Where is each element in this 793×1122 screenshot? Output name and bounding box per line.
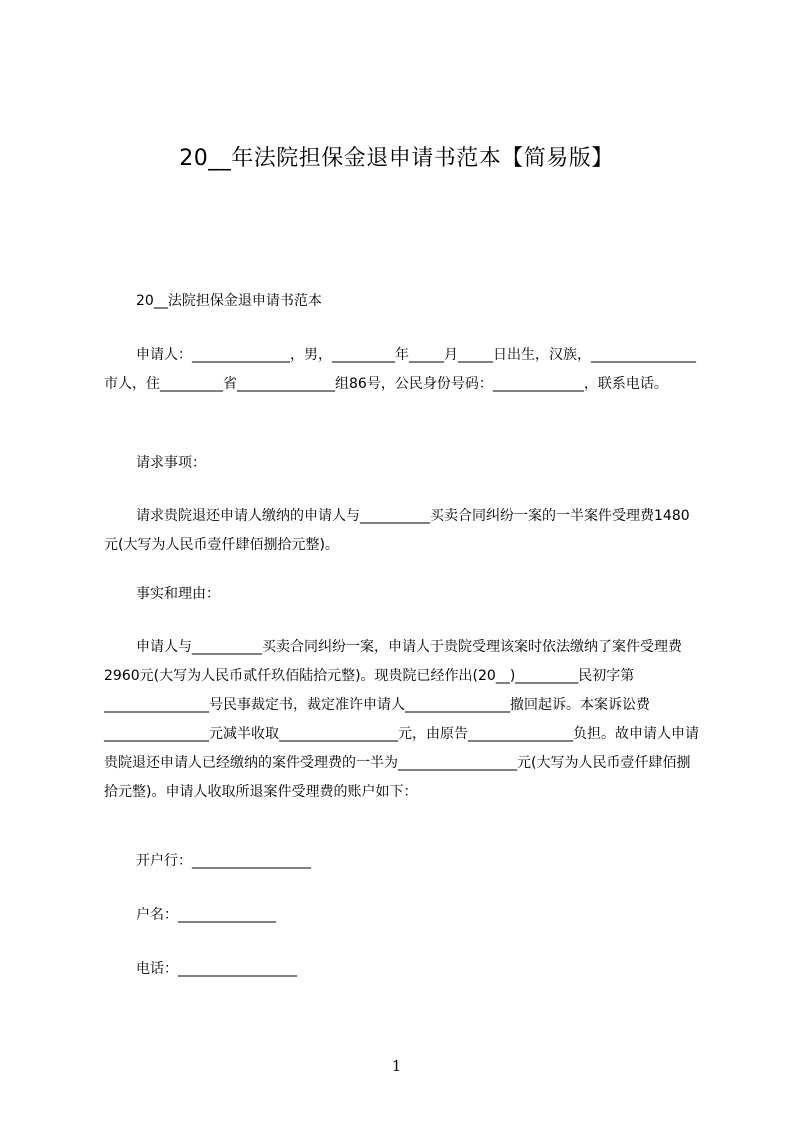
facts-heading: 事实和理由： xyxy=(136,586,220,602)
phone-field: 电话：_________________ xyxy=(136,961,297,977)
page-number: 1 xyxy=(391,1057,402,1075)
document-subtitle: 20__法院担保金退申请书范本 xyxy=(136,293,322,309)
request-heading: 请求事项： xyxy=(136,455,206,471)
facts-text: 申请人与__________买卖合同纠纷一案，申请人于贵院受理该案时依法缴纳了案件受理费2960元(大写为人民币贰仟玖佰陆拾元整)。现贵院已经作出(20__)_________民初字第_______________号民事裁定书，裁定准许申请人_______________撤回起诉。本案诉讼费_______________元减半收取_________________元，由原告_______________负担。故申请人申请贵院退还申请人已经缴纳的案件受理费的一半为_________________元(大写为人民币壹仟肆佰捌拾元整)。申请人收取所退案件受理费的账户如下： xyxy=(104,639,699,800)
bank-field: 开户行：_________________ xyxy=(136,853,311,869)
page-title: 20__年法院担保金退申请书范本【简易版】 xyxy=(179,146,614,171)
account-name-field: 户名：______________ xyxy=(136,907,276,923)
applicant-info: 申请人：______________，男，_________年_____月_____日出生，汉族，_______________市人，住_________省______________组86号，公民身份号码：_____________，联系电话。 xyxy=(104,347,696,392)
request-text: 请求贵院退还申请人缴纳的申请人与__________买卖合同纠纷一案的一半案件受理费1480元(大写为人民币壹仟肆佰捌拾元整)。 xyxy=(104,508,690,553)
